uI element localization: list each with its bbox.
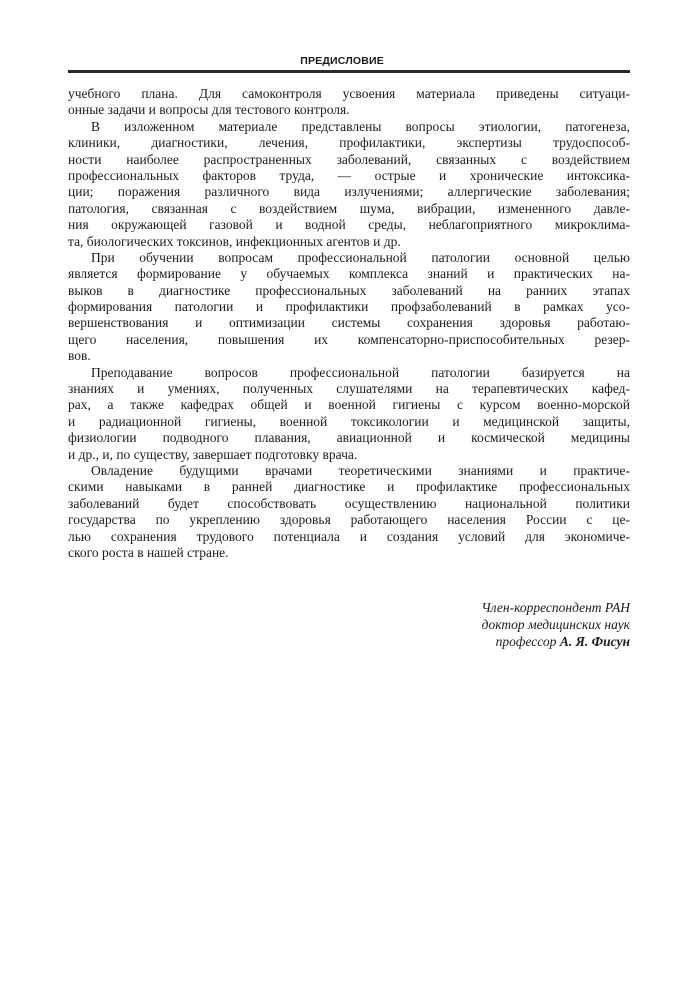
signature-rank: профессор (495, 633, 560, 649)
text-line: и радиационной гигиены, военной токсикологии и медицинской защиты, (68, 413, 630, 429)
text-line: ции; поражения различного вида излучениями; аллергические заболевания; (68, 184, 630, 200)
paragraph (68, 463, 630, 561)
text-line: и др., и, по существу, завершает подготовку врача. (68, 446, 358, 462)
text-line: ния окружающей газовой и водной среды, неблагоприятного микроклима- (68, 217, 630, 233)
paragraph (68, 119, 630, 250)
text-line: Овладение будущими врачами теоретическими знаниями и практиче- (91, 462, 630, 478)
paragraph (68, 365, 630, 463)
text-line: Преподавание вопросов профессиональной патологии базируется на (91, 364, 630, 380)
header-rule (68, 70, 630, 73)
section-title: ПРЕДИСЛОВИЕ (300, 55, 384, 67)
text-line: выков в диагностике профессиональных заболеваний на ранних этапах (68, 282, 630, 298)
running-header (68, 52, 630, 74)
text-line: вов. (68, 348, 91, 364)
paragraph (68, 250, 630, 365)
text-line: ского роста в нашей стране. (68, 544, 229, 560)
text-line: формирования патологии и профилактики профзаболеваний в рамках усо- (68, 299, 630, 315)
text-line: скими навыками в ранней диагностике и профилактике профессиональных (68, 479, 630, 495)
text-line: щего населения, повышения их компенсаторно-приспособительных резер- (68, 331, 630, 347)
signature-title: Член-корреспондент РАН (481, 600, 630, 615)
signature-block (481, 600, 630, 650)
text-line: знаниях и умениях, полученных слушателями на терапевтических кафед- (68, 381, 630, 397)
text-line: патология, связанная с воздействием шума, вибрации, измененного давле- (68, 200, 630, 216)
text-line: клиники, диагностики, лечения, профилактики, экспертизы трудоспособ- (68, 135, 630, 151)
signature-name-line (481, 634, 630, 651)
text-line: При обучении вопросам профессиональной патологии основной целью (91, 249, 630, 265)
text-line: онные задачи и вопросы для тестового контроля. (68, 102, 350, 118)
text-line: учебного плана. Для самоконтроля усвоения материала приведены ситуаци- (68, 86, 630, 101)
text-line: ности наиболее распространенных заболеваний, связанных с воздействием (68, 151, 630, 167)
signature-degree: доктор медицинских наук (481, 616, 630, 632)
text-line: профессиональных факторов труда, — острые и хронические интоксика- (68, 167, 630, 183)
text-line: государства по укреплению здоровья работающего населения России с це- (68, 512, 630, 528)
signature-name: А. Я. Фисун (559, 633, 630, 649)
paragraph (68, 86, 630, 119)
preface-body (68, 86, 630, 561)
text-line: рах, а также кафедрах общей и военной гигиены с курсом военно-морской (68, 397, 630, 413)
text-line: физиологии подводного плавания, авиационной и космической медицины (68, 430, 630, 446)
text-line: та, биологических токсинов, инфекционных агентов и др. (68, 233, 401, 249)
text-line: заболеваний будет способствовать осуществлению национальной политики (68, 495, 630, 511)
text-line: является формирование у обучаемых комплекса знаний и практических на- (68, 266, 630, 282)
text-line: вершенствования и оптимизации системы сохранения здоровья работаю- (68, 315, 630, 331)
text-line: лью сохранения трудового потенциала и создания условий для экономиче- (68, 528, 630, 544)
text-line: В изложенном материале представлены вопросы этиологии, патогенеза, (91, 118, 630, 134)
